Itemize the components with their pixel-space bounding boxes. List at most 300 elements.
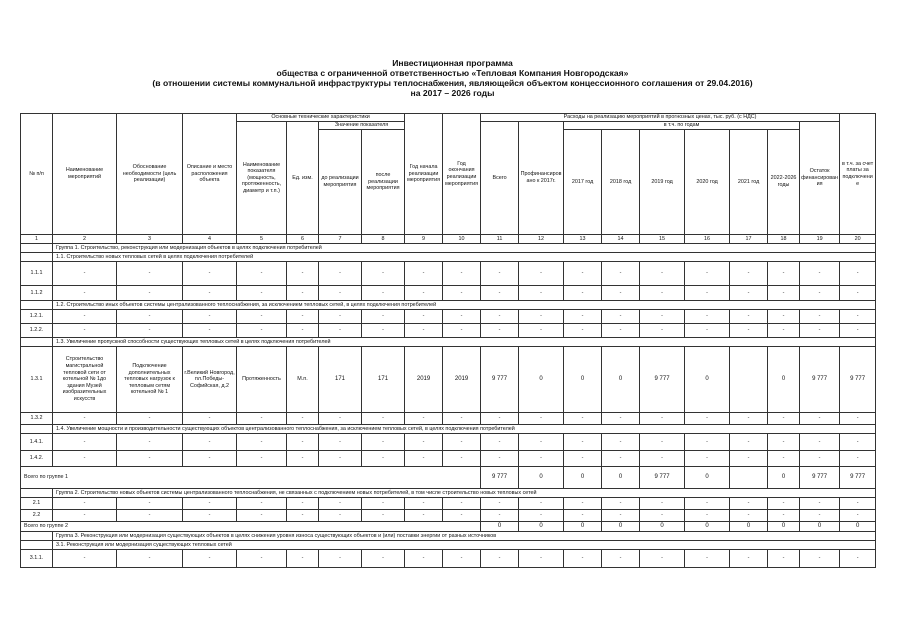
empty-cell-dash: - [53, 310, 117, 324]
total-financed: 0 [519, 467, 564, 489]
empty-cell-dash: - [840, 510, 876, 522]
empty-cell-dash: - [117, 498, 183, 510]
header-y2019: 2019 год [640, 130, 685, 235]
empty-cell-dash: - [443, 413, 481, 425]
empty-cell-dash: - [519, 451, 564, 467]
empty-cell-dash: - [183, 286, 237, 301]
empty-cell-dash: - [405, 434, 443, 451]
empty-cell-dash: - [564, 498, 602, 510]
empty-cell-dash: - [768, 413, 800, 425]
header-year-start: Год начала реализации мероприятия [405, 114, 443, 235]
empty-cell-dash: - [519, 310, 564, 324]
empty-cell-dash: - [800, 550, 840, 568]
empty-cell-dash: - [117, 550, 183, 568]
empty-cell-dash: - [640, 413, 685, 425]
empty-cell-dash: - [640, 451, 685, 467]
col-number: 4 [183, 235, 237, 244]
empty-cell-dash: - [53, 413, 117, 425]
empty-cell-dash: - [53, 451, 117, 467]
empty-cell-dash: - [237, 324, 287, 338]
empty-cell-dash: - [768, 434, 800, 451]
empty-cell-dash: - [602, 286, 640, 301]
row-number: 3.1.1. [21, 550, 53, 568]
section-3-1-title: 3.1. Реконструкция или модернизация существующих тепловых сетей [53, 541, 876, 550]
col-number: 20 [840, 235, 876, 244]
empty-cell-dash: - [768, 286, 800, 301]
section-1-4-title: 1.4. Увеличение мощности и производительности существующих объектов централизованного теплоснабжения, за исключением тепловых сетей, в целях подключения потребителей [53, 425, 876, 434]
empty-cell-dash: - [362, 310, 405, 324]
col-number: 7 [319, 235, 362, 244]
empty-cell-dash: - [800, 286, 840, 301]
row-number: 1.4.2. [21, 451, 53, 467]
empty-cell-dash: - [183, 413, 237, 425]
empty-cell-dash: - [362, 413, 405, 425]
total-2019: 9 777 [640, 467, 685, 489]
header-financed: Профинансировано к 2017г. [519, 122, 564, 235]
header-year-end: Год окончания реализации мероприятия [443, 114, 481, 235]
empty-cell-dash: - [443, 434, 481, 451]
empty-cell-dash: - [443, 286, 481, 301]
param-name: Протяженность [237, 347, 287, 413]
empty-cell-dash: - [481, 262, 519, 286]
empty-cell-dash: - [800, 498, 840, 510]
empty-cell-dash: - [800, 451, 840, 467]
empty-cell-dash: - [685, 262, 730, 286]
empty-cell-dash: - [287, 286, 319, 301]
param-unit: М.п. [287, 347, 319, 413]
table-row [21, 286, 876, 301]
total-financed: 0 [519, 522, 564, 532]
empty-cell-dash: - [319, 413, 362, 425]
empty-cell-dash: - [840, 262, 876, 286]
cost-total: 9 777 [481, 347, 519, 413]
empty-cell-dash: - [730, 262, 768, 286]
empty-cell-dash: - [53, 262, 117, 286]
header-before: до реализации мероприятия [319, 130, 362, 235]
empty-cell-dash: - [768, 550, 800, 568]
empty-cell-dash: - [800, 413, 840, 425]
col-number: 11 [481, 235, 519, 244]
empty-cell-dash: - [519, 286, 564, 301]
total-incl: 9 777 [840, 467, 876, 489]
group-2-total-row [21, 522, 876, 532]
table-row [21, 434, 876, 451]
empty-cell-dash: - [564, 262, 602, 286]
empty-cell-dash: - [730, 510, 768, 522]
cost-2018: 0 [602, 347, 640, 413]
cost-2020: 0 [685, 347, 730, 413]
empty-cell-dash: - [319, 510, 362, 522]
empty-cell-dash: - [602, 324, 640, 338]
row-number: 1.1.1 [21, 262, 53, 286]
total-2022-2026: 0 [768, 522, 800, 532]
empty-cell-dash: - [53, 510, 117, 522]
empty-cell-dash: - [319, 286, 362, 301]
section-1-3-title: 1.3. Увеличение пропускной способности существующих тепловых сетей в целях подключения потребителей [53, 338, 876, 347]
table-row [21, 510, 876, 522]
col-number: 2 [53, 235, 117, 244]
measure-justification: Подключение дополнительных тепловых нагрузок к тепловым сетям котельной № 1 [117, 347, 183, 413]
empty-cell-dash: - [602, 550, 640, 568]
row-number: 2.2 [21, 510, 53, 522]
empty-cell-dash: - [481, 310, 519, 324]
table-row [21, 324, 876, 338]
empty-cell-dash: - [640, 324, 685, 338]
empty-cell-dash: - [564, 310, 602, 324]
empty-cell-dash: - [730, 310, 768, 324]
empty-cell-dash: - [237, 262, 287, 286]
empty-cell-dash: - [840, 498, 876, 510]
empty-cell-dash: - [362, 434, 405, 451]
table-row [21, 498, 876, 510]
empty-cell-dash: - [685, 550, 730, 568]
empty-cell-dash: - [117, 310, 183, 324]
empty-cell-dash: - [117, 262, 183, 286]
empty-cell-dash: - [443, 510, 481, 522]
header-y2017: 2017 год [564, 130, 602, 235]
empty-cell-dash: - [237, 451, 287, 467]
empty-cell-dash: - [405, 286, 443, 301]
empty-cell-dash: - [319, 451, 362, 467]
col-number: 16 [685, 235, 730, 244]
total-2017: 0 [564, 467, 602, 489]
empty-cell-dash: - [602, 451, 640, 467]
empty-cell-dash: - [800, 324, 840, 338]
col-number: 18 [768, 235, 800, 244]
group-1-title: Группа 1. Строительство, реконструкция или модернизация объектов в целях подключения потребителей [53, 244, 876, 253]
col-number: 19 [800, 235, 840, 244]
empty-cell-dash: - [53, 550, 117, 568]
empty-cell-dash: - [519, 434, 564, 451]
empty-cell-dash: - [685, 498, 730, 510]
header-value-group: Значение показателя [319, 122, 405, 130]
empty-cell-dash: - [800, 262, 840, 286]
cost-financed: 0 [519, 347, 564, 413]
col-number: 5 [237, 235, 287, 244]
cost-2021 [730, 347, 768, 413]
header-total: Всего [481, 122, 519, 235]
row-number: 1.1.2 [21, 286, 53, 301]
empty-cell-dash: - [519, 324, 564, 338]
empty-cell-dash: - [768, 498, 800, 510]
empty-cell-dash: - [362, 498, 405, 510]
col-number: 13 [564, 235, 602, 244]
total-incl: 0 [840, 522, 876, 532]
group-2-total-label: Всего по группе 2 [21, 522, 481, 532]
measure-location: г.Великий Новгород, пл.Победы-Софийская, д.2 [183, 347, 237, 413]
total-cost: 0 [481, 522, 519, 532]
empty-cell-dash: - [443, 262, 481, 286]
empty-cell-dash: - [481, 286, 519, 301]
document-title-line1: Инвестиционная программа [392, 58, 513, 68]
empty-cell-dash: - [183, 451, 237, 467]
empty-cell-dash: - [730, 434, 768, 451]
empty-cell-dash: - [602, 498, 640, 510]
year-start: 2019 [405, 347, 443, 413]
empty-cell-dash: - [768, 310, 800, 324]
empty-cell-dash: - [405, 324, 443, 338]
empty-cell-dash: - [481, 451, 519, 467]
header-y2020: 2020 год [685, 130, 730, 235]
empty-cell-dash: - [237, 550, 287, 568]
header-y2018: 2018 год [602, 130, 640, 235]
section-1-1-title: 1.1. Строительство новых тепловых сетей в целях подключения потребителей [53, 253, 876, 262]
header-incl: в т.ч. за счет платы за подключение [840, 114, 876, 235]
header-tech-group: Основные технические характеристики [237, 114, 405, 122]
row-number: 2.1 [21, 498, 53, 510]
empty-cell-dash: - [183, 498, 237, 510]
empty-cell-dash: - [443, 451, 481, 467]
empty-cell-dash: - [768, 262, 800, 286]
section-1-2-title: 1.2. Строительство иных объектов системы централизованного теплоснабжения, за исключением тепловых сетей, в целях подключения потребителей [53, 301, 876, 310]
empty-cell-dash: - [840, 451, 876, 467]
cost-incl: 9 777 [840, 347, 876, 413]
empty-cell-dash: - [685, 451, 730, 467]
empty-cell-dash: - [640, 498, 685, 510]
col-number: 10 [443, 235, 481, 244]
header-param-name: Наименование показателя (мощность, протяженность, диаметр и т.п.) [237, 122, 287, 235]
col-number: 17 [730, 235, 768, 244]
empty-cell-dash: - [481, 413, 519, 425]
header-remainder: Остаток финансирования [800, 122, 840, 235]
empty-cell-dash: - [730, 324, 768, 338]
empty-cell-dash: - [685, 286, 730, 301]
empty-cell-dash: - [602, 413, 640, 425]
total-2020: 0 [685, 467, 730, 489]
header-costs-group: Расходы на реализацию мероприятий в прогнозных ценах, тыс. руб. (с НДС) [481, 114, 840, 122]
col-number: 14 [602, 235, 640, 244]
empty-cell-dash: - [564, 550, 602, 568]
empty-cell-dash: - [405, 413, 443, 425]
empty-cell-dash: - [117, 434, 183, 451]
col-number: 3 [117, 235, 183, 244]
empty-cell-dash: - [237, 510, 287, 522]
empty-cell-dash: - [183, 434, 237, 451]
empty-cell-dash: - [800, 434, 840, 451]
empty-cell-dash: - [481, 498, 519, 510]
cost-2017: 0 [564, 347, 602, 413]
empty-cell-dash: - [405, 510, 443, 522]
empty-cell-dash: - [237, 434, 287, 451]
group-1-total-row [21, 467, 876, 489]
empty-cell-dash: - [443, 310, 481, 324]
empty-cell-dash: - [519, 413, 564, 425]
empty-cell-dash: - [362, 451, 405, 467]
header-name: Наименование мероприятий [53, 114, 117, 235]
total-2018: 0 [602, 467, 640, 489]
empty-cell-dash: - [640, 262, 685, 286]
empty-cell-dash: - [730, 413, 768, 425]
empty-cell-dash: - [405, 550, 443, 568]
col-number: 9 [405, 235, 443, 244]
table-row [21, 550, 876, 568]
empty-cell-dash: - [481, 550, 519, 568]
table-row [21, 413, 876, 425]
empty-cell-dash: - [730, 451, 768, 467]
table-row [21, 451, 876, 467]
header-after: после реализации мероприятия [362, 130, 405, 235]
empty-cell-dash: - [117, 324, 183, 338]
empty-cell-dash: - [685, 413, 730, 425]
cost-2022-2026: 0 [768, 347, 800, 413]
total-2022-2026: 0 [768, 467, 800, 489]
total-2021 [730, 467, 768, 489]
empty-cell-dash: - [481, 324, 519, 338]
empty-cell-dash: - [840, 413, 876, 425]
empty-cell-dash: - [768, 324, 800, 338]
cost-2019: 9 777 [640, 347, 685, 413]
empty-cell-dash: - [287, 324, 319, 338]
empty-cell-dash: - [519, 498, 564, 510]
row-number: 1.3.1 [21, 347, 53, 413]
empty-cell-dash: - [443, 550, 481, 568]
row-number: 1.2.2. [21, 324, 53, 338]
empty-cell-dash: - [730, 498, 768, 510]
empty-cell-dash: - [768, 510, 800, 522]
col-number: 6 [287, 235, 319, 244]
document-title-line4: на 2017 – 2026 годы [410, 88, 495, 98]
table-row [21, 347, 876, 413]
empty-cell-dash: - [319, 498, 362, 510]
total-2021: 0 [730, 522, 768, 532]
header-justification: Обоснование необходимости (цель реализации) [117, 114, 183, 235]
empty-cell-dash: - [183, 324, 237, 338]
group-1-total-label: Всего по группе 1 [21, 467, 481, 489]
empty-cell-dash: - [685, 310, 730, 324]
empty-cell-dash: - [117, 286, 183, 301]
empty-cell-dash: - [183, 510, 237, 522]
empty-cell-dash: - [685, 510, 730, 522]
header-unit: Ед. изм. [287, 122, 319, 235]
header-location: Описание и место расположения объекта [183, 114, 237, 235]
empty-cell-dash: - [481, 434, 519, 451]
empty-cell-dash: - [362, 324, 405, 338]
empty-cell-dash: - [519, 550, 564, 568]
empty-cell-dash: - [564, 286, 602, 301]
empty-cell-dash: - [800, 310, 840, 324]
empty-cell-dash: - [640, 286, 685, 301]
document-title-line2: общества с ограниченной ответственностью «Тепловая Компания Новгородская» [276, 68, 629, 78]
empty-cell-dash: - [117, 451, 183, 467]
empty-cell-dash: - [564, 413, 602, 425]
measure-name: Строительство магистральной тепловой сети от котельной № 1до здания Музей изобразительных искусств [53, 347, 117, 413]
value-after: 171 [362, 347, 405, 413]
empty-cell-dash: - [564, 324, 602, 338]
empty-cell-dash: - [564, 451, 602, 467]
empty-cell-dash: - [602, 310, 640, 324]
empty-cell-dash: - [481, 510, 519, 522]
empty-cell-dash: - [405, 451, 443, 467]
empty-cell-dash: - [319, 550, 362, 568]
empty-cell-dash: - [405, 310, 443, 324]
empty-cell-dash: - [519, 262, 564, 286]
empty-cell-dash: - [287, 262, 319, 286]
empty-cell-dash: - [53, 434, 117, 451]
empty-cell-dash: - [640, 310, 685, 324]
empty-cell-dash: - [183, 550, 237, 568]
row-number: 1.2.1. [21, 310, 53, 324]
total-remainder: 0 [800, 522, 840, 532]
empty-cell-dash: - [602, 510, 640, 522]
empty-cell-dash: - [840, 550, 876, 568]
total-2018: 0 [602, 522, 640, 532]
empty-cell-dash: - [564, 434, 602, 451]
col-number: 12 [519, 235, 564, 244]
table-row [21, 262, 876, 286]
empty-cell-dash: - [602, 262, 640, 286]
header-y2021: 2021 год [730, 130, 768, 235]
empty-cell-dash: - [287, 451, 319, 467]
empty-cell-dash: - [685, 324, 730, 338]
empty-cell-dash: - [730, 286, 768, 301]
empty-cell-dash: - [640, 434, 685, 451]
total-2017: 0 [564, 522, 602, 532]
empty-cell-dash: - [183, 262, 237, 286]
column-numbers-row [21, 235, 876, 244]
cost-remainder: 9 777 [800, 347, 840, 413]
empty-cell-dash: - [768, 451, 800, 467]
empty-cell-dash: - [362, 510, 405, 522]
empty-cell-dash: - [237, 310, 287, 324]
empty-cell-dash: - [237, 498, 287, 510]
col-number: 8 [362, 235, 405, 244]
empty-cell-dash: - [237, 413, 287, 425]
total-2020: 0 [685, 522, 730, 532]
col-number: 1 [21, 235, 53, 244]
group-2-title: Группа 2. Строительство новых объектов системы централизованного теплоснабжения, не связанных с подключением новых потребителей, в том числе строительство новых тепловых сетей [53, 489, 876, 498]
empty-cell-dash: - [287, 498, 319, 510]
empty-cell-dash: - [685, 434, 730, 451]
empty-cell-dash: - [287, 413, 319, 425]
empty-cell-dash: - [840, 434, 876, 451]
investment-table [20, 113, 876, 568]
empty-cell-dash: - [602, 434, 640, 451]
year-end: 2019 [443, 347, 481, 413]
empty-cell-dash: - [287, 510, 319, 522]
value-before: 171 [319, 347, 362, 413]
group-3-title: Группа 3. Реконструкция или модернизация существующих объектов в целях снижения уровня износа существующих объектов и (или) поставки энергии от разных источников [53, 532, 876, 541]
document-title-line3: (в отношении системы коммунальной инфраструктуры теплоснабжения, являющейся объектом концессионного соглашения от 29.04.2016) [152, 78, 753, 88]
empty-cell-dash: - [840, 324, 876, 338]
empty-cell-dash: - [53, 286, 117, 301]
row-number: 1.3.2 [21, 413, 53, 425]
total-remainder: 9 777 [800, 467, 840, 489]
row-number: 1.4.1. [21, 434, 53, 451]
empty-cell-dash: - [117, 413, 183, 425]
empty-cell-dash: - [405, 262, 443, 286]
empty-cell-dash: - [287, 550, 319, 568]
empty-cell-dash: - [564, 510, 602, 522]
total-2019: 0 [640, 522, 685, 532]
col-number: 15 [640, 235, 685, 244]
empty-cell-dash: - [53, 324, 117, 338]
empty-cell-dash: - [443, 324, 481, 338]
empty-cell-dash: - [362, 286, 405, 301]
empty-cell-dash: - [319, 262, 362, 286]
empty-cell-dash: - [519, 510, 564, 522]
total-cost: 9 777 [481, 467, 519, 489]
empty-cell-dash: - [640, 550, 685, 568]
empty-cell-dash: - [53, 498, 117, 510]
table-row [21, 310, 876, 324]
empty-cell-dash: - [183, 310, 237, 324]
header-by-years: в т.ч. по годам [564, 122, 800, 130]
empty-cell-dash: - [640, 510, 685, 522]
empty-cell-dash: - [840, 310, 876, 324]
empty-cell-dash: - [405, 498, 443, 510]
empty-cell-dash: - [287, 434, 319, 451]
empty-cell-dash: - [319, 324, 362, 338]
